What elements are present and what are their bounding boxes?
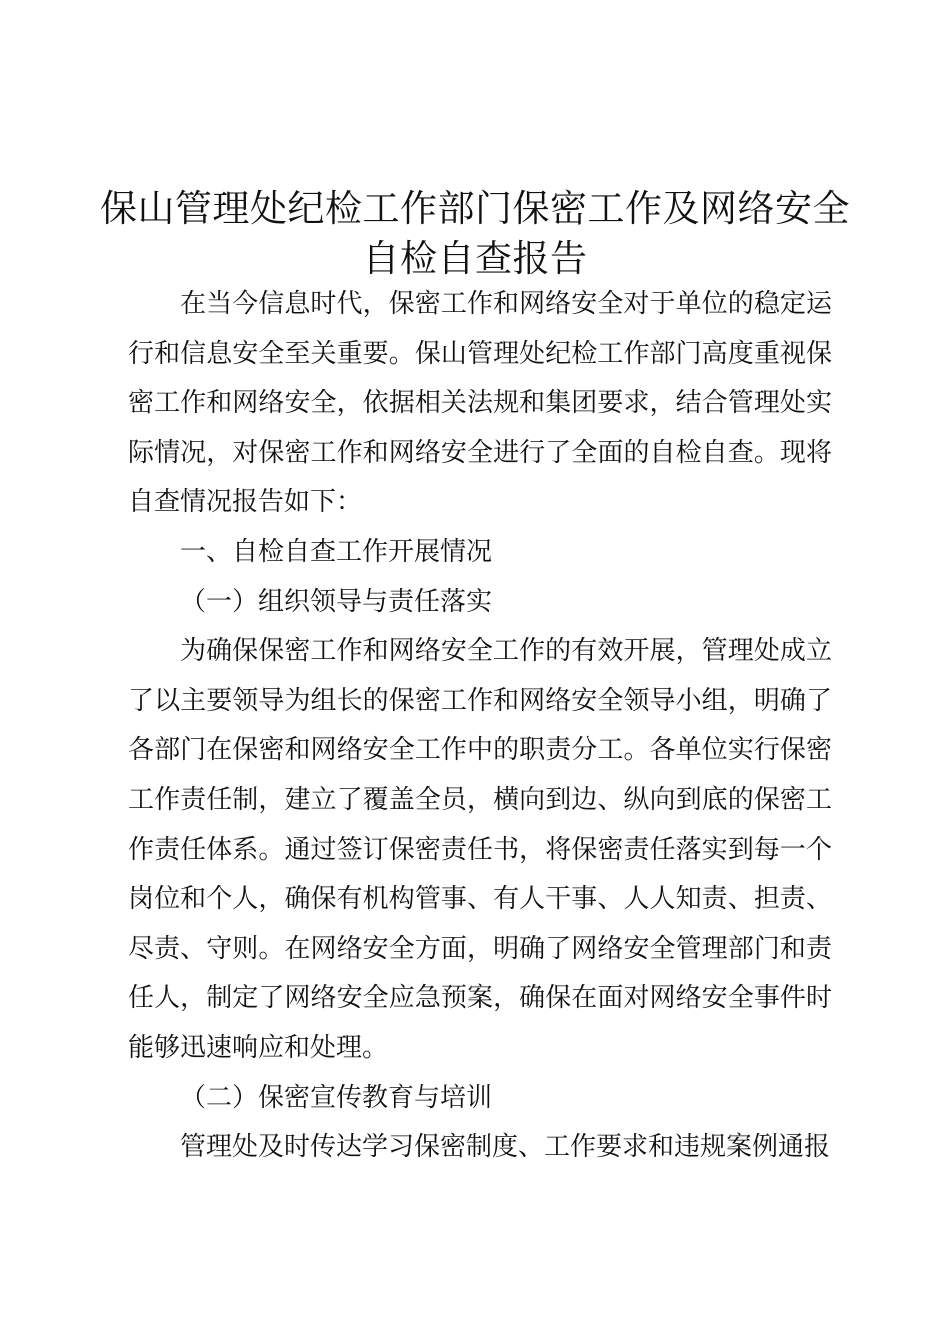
subsection-heading-1: （一）组织领导与责任落实 [180,586,493,617]
subsection-paragraph-2: 管理处及时传达学习保密制度、工作要求和违规案例通报 [180,1132,831,1163]
subsection-paragraph-1: 为确保保密工作和网络安全工作的有效开展，管理处成立了以主要领导为组长的保密工作和网络安全领导小组，明确了各部门在保密和网络安全工作中的职责分工。各单位实行保密工作责任制，建立了覆盖全员，横向到边、纵向到底的保密工作责任体系。通过签订保密责任书，将保密责任落实到每一个岗位和个人，确保有机构管事、有人干事、人人知责、担责、尽责、守则。在网络安全方面，明确了网络安全管理部门和责任人，制定了网络安全应急预案，确保在面对网络安全事件时能够迅速响应和处理。 [128,636,832,1063]
document-title-line-1: 保山管理处纪检工作部门保密工作及网络安全 [100,187,850,230]
document-body [128,280,832,1173]
intro-paragraph: 在当今信息时代，保密工作和网络安全对于单位的稳定运行和信息安全至关重要。保山管理处纪检工作部门高度重视保密工作和网络安全，依据相关法规和集团要求，结合管理处实际情况，对保密工作和网络安全进行了全面的自检自查。现将自查情况报告如下： [128,289,832,518]
document-title-line-2: 自检自查报告 [362,237,588,280]
section-heading-1: 一、自检自查工作开展情况 [180,536,493,567]
subsection-heading-2: （二）保密宣传教育与培训 [180,1082,493,1113]
